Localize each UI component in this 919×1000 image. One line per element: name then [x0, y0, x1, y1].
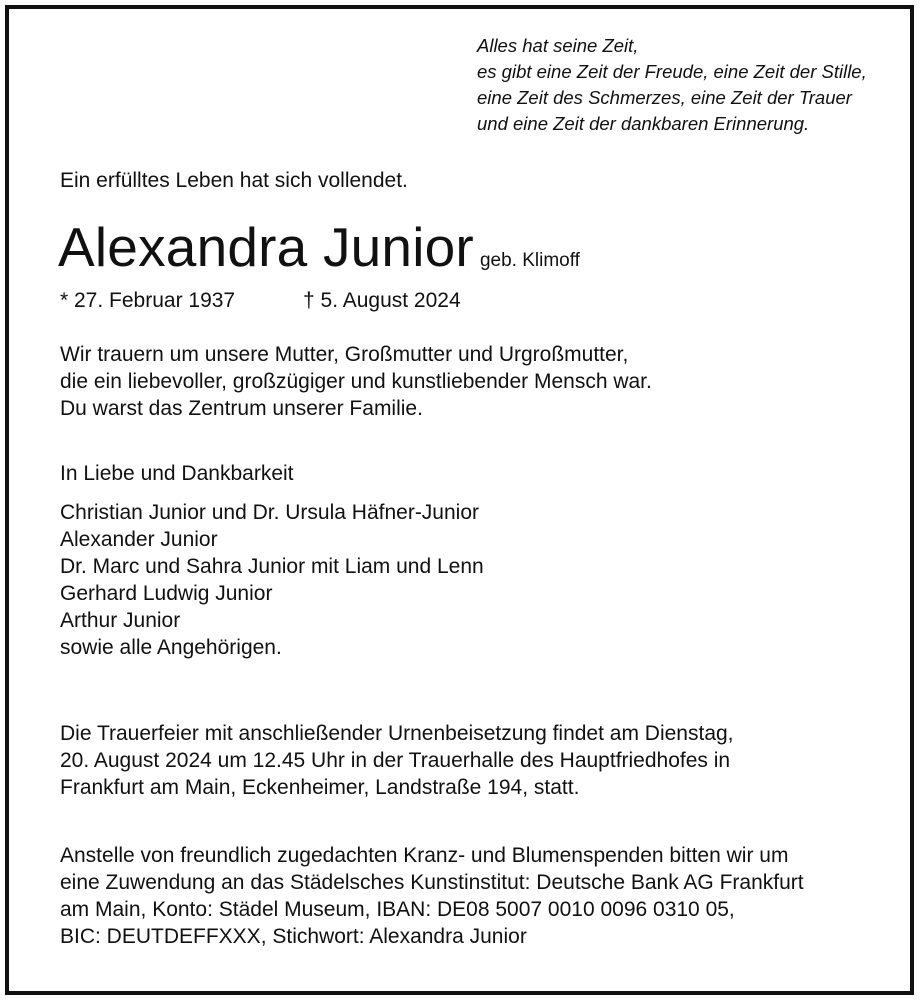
intro-text: Ein erfülltes Leben hat sich vollendet.	[60, 169, 408, 192]
motto-line: Alles hat seine Zeit,	[477, 35, 639, 56]
funeral-info	[60, 720, 734, 801]
mourner-name: Dr. Marc und Sahra Junior mit Liam und Lenn	[60, 555, 484, 578]
mourner-name: sowie alle Angehörigen.	[60, 636, 282, 659]
death-date: † 5. August 2024	[303, 289, 461, 312]
motto-line: es gibt eine Zeit der Freude, eine Zeit der Stille,	[477, 61, 867, 82]
funeral-line: Frankfurt am Main, Eckenheimer, Landstraße 194, statt.	[60, 776, 580, 799]
donation-info	[60, 842, 804, 950]
mourners-list	[60, 499, 484, 661]
mourner-name: Christian Junior und Dr. Ursula Häfner-Junior	[60, 501, 480, 524]
mourner-name: Gerhard Ludwig Junior	[60, 582, 273, 605]
funeral-line: Die Trauerfeier mit anschließender Urnenbeisetzung findet am Dienstag,	[60, 722, 734, 745]
donation-line: am Main, Konto: Städel Museum, IBAN: DE08 5007 0010 0096 0310 05,	[60, 898, 735, 921]
mourner-name: Alexander Junior	[60, 528, 218, 551]
donation-line: Anstelle von freundlich zugedachten Kranz- und Blumenspenden bitten wir um	[60, 844, 789, 867]
birth-name: geb. Klimoff	[479, 250, 580, 271]
deceased-heading	[58, 212, 580, 282]
deceased-name: Alexandra Junior	[58, 216, 474, 278]
mourning-line: die ein liebevoller, großzügiger und kunstliebender Mensch war.	[60, 370, 652, 393]
mourning-text	[60, 341, 652, 422]
closing-phrase: In Liebe und Dankbarkeit	[60, 462, 294, 485]
motto-line: eine Zeit des Schmerzes, eine Zeit der Trauer	[477, 87, 852, 108]
mourner-name: Arthur Junior	[60, 609, 181, 632]
birth-date: * 27. Februar 1937	[60, 289, 236, 312]
donation-line: eine Zuwendung an das Städelsches Kunstinstitut: Deutsche Bank AG Frankfurt	[60, 871, 804, 894]
motto-line: und eine Zeit der dankbaren Erinnerung.	[477, 113, 810, 134]
mourning-line: Wir trauern um unsere Mutter, Großmutter und Urgroßmutter,	[60, 343, 629, 366]
motto-quote	[477, 33, 867, 137]
donation-line: BIC: DEUTDEFFXXX, Stichwort: Alexandra Junior	[60, 925, 527, 948]
funeral-line: 20. August 2024 um 12.45 Uhr in der Trauerhalle des Hauptfriedhofes in	[60, 749, 731, 772]
mourning-line: Du warst das Zentrum unserer Familie.	[60, 397, 423, 420]
life-dates	[60, 286, 461, 316]
